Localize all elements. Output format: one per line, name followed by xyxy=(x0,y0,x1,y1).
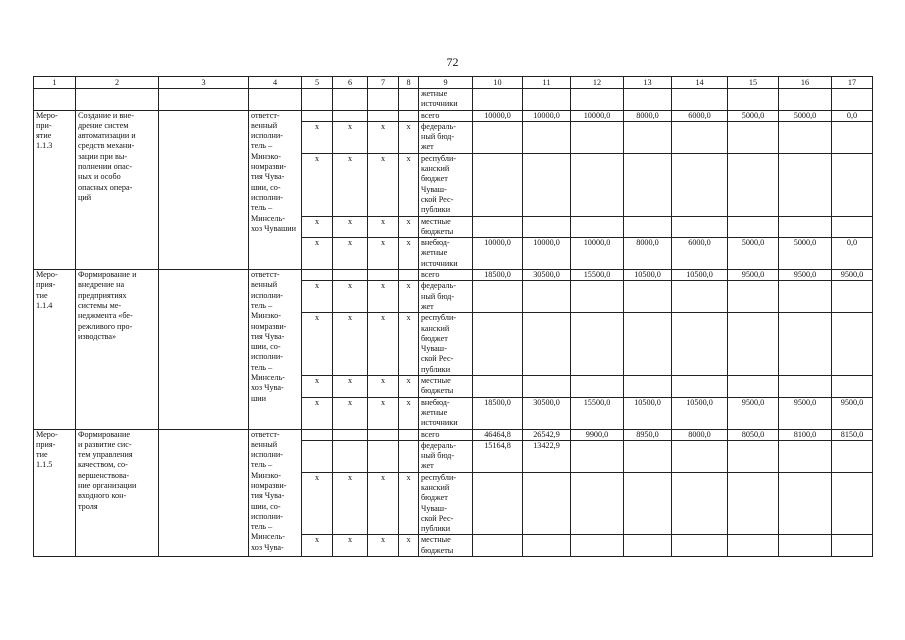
value-cell xyxy=(779,153,832,216)
value-cell: 9500,0 xyxy=(728,270,779,281)
source-cell: республи- канский бюджет Чуваш- ской Рес- публики xyxy=(419,313,473,376)
value-cell: 30500,0 xyxy=(523,270,571,281)
column-number: 5 xyxy=(302,77,333,89)
code-mark-cell: x xyxy=(302,238,333,270)
value-cell: 8000,0 xyxy=(624,110,672,121)
code-mark-cell: x xyxy=(368,535,399,557)
value-cell: 9900,0 xyxy=(571,429,624,440)
value-cell: 9500,0 xyxy=(832,397,873,429)
value-cell xyxy=(728,281,779,313)
value-cell xyxy=(779,440,832,472)
code-mark-cell: x xyxy=(302,153,333,216)
value-cell xyxy=(728,313,779,376)
empty-cell xyxy=(728,89,779,111)
code-mark-cell: x xyxy=(302,121,333,153)
value-cell xyxy=(779,216,832,238)
value-cell xyxy=(728,216,779,238)
code-mark-cell xyxy=(333,440,368,472)
value-cell xyxy=(779,535,832,557)
empty-cell xyxy=(624,89,672,111)
value-cell xyxy=(672,313,728,376)
value-cell xyxy=(779,313,832,376)
code-mark-cell: x xyxy=(333,238,368,270)
value-cell: 8150,0 xyxy=(832,429,873,440)
column-number: 13 xyxy=(624,77,672,89)
value-cell xyxy=(672,472,728,535)
value-cell xyxy=(523,281,571,313)
value-cell: 15500,0 xyxy=(571,270,624,281)
code-mark-cell: x xyxy=(399,397,419,429)
value-cell: 9500,0 xyxy=(728,397,779,429)
value-cell xyxy=(728,153,779,216)
column-number: 15 xyxy=(728,77,779,89)
value-cell xyxy=(832,472,873,535)
value-cell: 5000,0 xyxy=(779,238,832,270)
column-number: 2 xyxy=(76,77,159,89)
code-mark-cell xyxy=(302,270,333,281)
column-number: 8 xyxy=(399,77,419,89)
value-cell xyxy=(624,440,672,472)
value-cell xyxy=(728,440,779,472)
value-cell xyxy=(672,376,728,398)
value-cell: 30500,0 xyxy=(523,397,571,429)
column-number-row xyxy=(34,77,873,89)
code-mark-cell: x xyxy=(399,121,419,153)
value-cell: 26542,9 xyxy=(523,429,571,440)
value-cell xyxy=(832,121,873,153)
code-mark-cell xyxy=(333,110,368,121)
empty-cell xyxy=(368,89,399,111)
code-mark-cell: x xyxy=(333,121,368,153)
value-cell xyxy=(624,376,672,398)
value-cell xyxy=(672,121,728,153)
table-row xyxy=(34,110,873,121)
column-number: 12 xyxy=(571,77,624,89)
value-cell: 10000,0 xyxy=(571,110,624,121)
activity-code: Меро- прия- тие 1.1.4 xyxy=(34,270,76,429)
value-cell xyxy=(473,216,523,238)
empty-cell xyxy=(159,429,249,557)
value-cell xyxy=(473,313,523,376)
activity-name: Создание и вне- дрение систем автоматизации и средств механи- зации при вы- полнении опас- ных и особо опасных опера- ций xyxy=(76,110,159,269)
column-number: 14 xyxy=(672,77,728,89)
code-mark-cell xyxy=(399,429,419,440)
executor-cell: ответст- венный исполни- тель – Минэко- номразви- тия Чува- шии, со- исполни- тель – Минсель- хоз Чува- xyxy=(249,429,302,557)
value-cell: 0,0 xyxy=(832,110,873,121)
empty-cell xyxy=(399,89,419,111)
code-mark-cell: x xyxy=(333,216,368,238)
value-cell: 5000,0 xyxy=(779,110,832,121)
value-cell xyxy=(624,121,672,153)
value-cell xyxy=(624,472,672,535)
value-cell: 10000,0 xyxy=(523,238,571,270)
code-mark-cell: x xyxy=(302,397,333,429)
value-cell: 10000,0 xyxy=(473,110,523,121)
empty-cell xyxy=(523,89,571,111)
code-mark-cell: x xyxy=(302,376,333,398)
code-mark-cell: x xyxy=(399,216,419,238)
source-cell: всего xyxy=(419,429,473,440)
value-cell xyxy=(779,472,832,535)
value-cell xyxy=(624,535,672,557)
column-number: 4 xyxy=(249,77,302,89)
value-cell: 10500,0 xyxy=(624,397,672,429)
value-cell xyxy=(779,281,832,313)
value-cell xyxy=(523,313,571,376)
empty-cell xyxy=(34,89,76,111)
value-cell xyxy=(832,216,873,238)
empty-cell xyxy=(832,89,873,111)
value-cell: 5000,0 xyxy=(728,110,779,121)
code-mark-cell: x xyxy=(399,376,419,398)
code-mark-cell xyxy=(368,270,399,281)
value-cell xyxy=(571,121,624,153)
empty-cell xyxy=(333,89,368,111)
value-cell: 15500,0 xyxy=(571,397,624,429)
value-cell xyxy=(832,153,873,216)
code-mark-cell xyxy=(368,110,399,121)
value-cell: 9500,0 xyxy=(779,270,832,281)
value-cell xyxy=(672,153,728,216)
code-mark-cell: x xyxy=(368,397,399,429)
code-mark-cell xyxy=(399,110,419,121)
value-cell xyxy=(832,376,873,398)
executor-cell: ответст- венный исполни- тель – Минэко- номразви- тия Чува- шии, со- исполни- тель – Минсель- хоз Чува- шии xyxy=(249,270,302,429)
value-cell xyxy=(523,121,571,153)
code-mark-cell: x xyxy=(399,238,419,270)
value-cell: 9500,0 xyxy=(832,270,873,281)
value-cell xyxy=(571,313,624,376)
code-mark-cell xyxy=(302,110,333,121)
value-cell xyxy=(832,535,873,557)
source-cell: внебюд- жетные источники xyxy=(419,238,473,270)
value-cell xyxy=(728,535,779,557)
value-cell xyxy=(523,376,571,398)
code-mark-cell xyxy=(368,440,399,472)
code-mark-cell: x xyxy=(333,376,368,398)
source-cell: всего xyxy=(419,270,473,281)
value-cell: 10000,0 xyxy=(523,110,571,121)
value-cell xyxy=(832,281,873,313)
empty-cell xyxy=(779,89,832,111)
value-cell: 10000,0 xyxy=(473,238,523,270)
value-cell: 8000,0 xyxy=(624,238,672,270)
carry-over-row xyxy=(34,89,873,111)
value-cell xyxy=(523,216,571,238)
activity-name: Формирование и развитие сис- тем управления качеством, со- вершенствова- ние организации входного кон- троля xyxy=(76,429,159,557)
table-row xyxy=(34,270,873,281)
code-mark-cell: x xyxy=(333,281,368,313)
activity-code: Меро- при- ятие 1.1.3 xyxy=(34,110,76,269)
activity-code: Меро- прия- тие 1.1.5 xyxy=(34,429,76,557)
value-cell xyxy=(832,313,873,376)
code-mark-cell: x xyxy=(302,281,333,313)
code-mark-cell xyxy=(399,270,419,281)
code-mark-cell xyxy=(399,440,419,472)
value-cell: 10000,0 xyxy=(571,238,624,270)
empty-cell xyxy=(473,89,523,111)
value-cell: 5000,0 xyxy=(728,238,779,270)
value-cell xyxy=(779,121,832,153)
value-cell: 8950,0 xyxy=(624,429,672,440)
page-number: 72 xyxy=(446,55,459,69)
value-cell xyxy=(473,376,523,398)
value-cell: 13422,9 xyxy=(523,440,571,472)
empty-cell xyxy=(76,89,159,111)
code-mark-cell: x xyxy=(333,535,368,557)
value-cell xyxy=(523,535,571,557)
source-cell: республи- канский бюджет Чуваш- ской Рес- публики xyxy=(419,472,473,535)
code-mark-cell xyxy=(302,429,333,440)
value-cell xyxy=(523,153,571,216)
activity-name: Формирование и внедрение на предприятиях системы ме- неджмента «бе- режливого про- изводства» xyxy=(76,270,159,429)
column-number: 3 xyxy=(159,77,249,89)
code-mark-cell: x xyxy=(399,153,419,216)
column-number: 1 xyxy=(34,77,76,89)
executor-cell: ответст- венный исполни- тель – Минэко- номразви- тия Чува- шии, со- исполни- тель – Минсель- хоз Чувашии xyxy=(249,110,302,269)
value-cell xyxy=(473,121,523,153)
value-cell xyxy=(473,535,523,557)
value-cell: 8050,0 xyxy=(728,429,779,440)
value-cell xyxy=(832,440,873,472)
source-cell: республи- канский бюджет Чуваш- ской Рес- публики xyxy=(419,153,473,216)
value-cell xyxy=(571,376,624,398)
value-cell xyxy=(571,535,624,557)
empty-cell xyxy=(302,89,333,111)
code-mark-cell: x xyxy=(368,281,399,313)
column-number: 9 xyxy=(419,77,473,89)
source-cell: всего xyxy=(419,110,473,121)
value-cell xyxy=(728,121,779,153)
value-cell xyxy=(672,535,728,557)
code-mark-cell: x xyxy=(368,216,399,238)
code-mark-cell xyxy=(333,429,368,440)
column-number: 17 xyxy=(832,77,873,89)
value-cell xyxy=(672,281,728,313)
source-cell: местные бюджеты xyxy=(419,376,473,398)
column-number: 7 xyxy=(368,77,399,89)
source-cell: жетные источники xyxy=(419,89,473,111)
empty-cell xyxy=(249,89,302,111)
code-mark-cell: x xyxy=(368,121,399,153)
value-cell: 6000,0 xyxy=(672,238,728,270)
value-cell xyxy=(473,281,523,313)
empty-cell xyxy=(159,110,249,269)
value-cell xyxy=(779,376,832,398)
value-cell: 46464,8 xyxy=(473,429,523,440)
code-mark-cell: x xyxy=(302,535,333,557)
value-cell xyxy=(571,440,624,472)
code-mark-cell: x xyxy=(302,216,333,238)
empty-cell xyxy=(159,270,249,429)
column-number: 10 xyxy=(473,77,523,89)
code-mark-cell: x xyxy=(333,153,368,216)
code-mark-cell xyxy=(302,440,333,472)
value-cell: 10500,0 xyxy=(672,397,728,429)
code-mark-cell: x xyxy=(333,472,368,535)
value-cell: 8100,0 xyxy=(779,429,832,440)
value-cell xyxy=(728,376,779,398)
value-cell: 9500,0 xyxy=(779,397,832,429)
code-mark-cell: x xyxy=(368,472,399,535)
code-mark-cell xyxy=(333,270,368,281)
code-mark-cell: x xyxy=(399,313,419,376)
value-cell: 0,0 xyxy=(832,238,873,270)
column-number: 16 xyxy=(779,77,832,89)
empty-cell xyxy=(672,89,728,111)
source-cell: местные бюджеты xyxy=(419,216,473,238)
value-cell xyxy=(473,153,523,216)
code-mark-cell: x xyxy=(302,472,333,535)
value-cell xyxy=(624,216,672,238)
code-mark-cell: x xyxy=(302,313,333,376)
source-cell: федераль- ный бюд- жет xyxy=(419,121,473,153)
value-cell: 10500,0 xyxy=(672,270,728,281)
code-mark-cell: x xyxy=(368,238,399,270)
source-cell: внебюд- жетные источники xyxy=(419,397,473,429)
value-cell xyxy=(672,440,728,472)
empty-cell xyxy=(571,89,624,111)
table-row xyxy=(34,429,873,440)
code-mark-cell: x xyxy=(368,153,399,216)
column-number: 6 xyxy=(333,77,368,89)
value-cell: 15164,8 xyxy=(473,440,523,472)
code-mark-cell: x xyxy=(399,281,419,313)
budget-table xyxy=(33,76,873,557)
value-cell xyxy=(571,216,624,238)
empty-cell xyxy=(159,89,249,111)
code-mark-cell: x xyxy=(368,313,399,376)
value-cell xyxy=(624,313,672,376)
value-cell xyxy=(523,472,571,535)
value-cell xyxy=(624,153,672,216)
value-cell: 8000,0 xyxy=(672,429,728,440)
value-cell: 18500,0 xyxy=(473,397,523,429)
value-cell: 18500,0 xyxy=(473,270,523,281)
value-cell xyxy=(672,216,728,238)
value-cell xyxy=(571,472,624,535)
code-mark-cell xyxy=(368,429,399,440)
code-mark-cell: x xyxy=(368,376,399,398)
value-cell xyxy=(473,472,523,535)
value-cell: 10500,0 xyxy=(624,270,672,281)
code-mark-cell: x xyxy=(399,472,419,535)
source-cell: местные бюджеты xyxy=(419,535,473,557)
code-mark-cell: x xyxy=(333,397,368,429)
value-cell xyxy=(571,153,624,216)
code-mark-cell: x xyxy=(333,313,368,376)
value-cell xyxy=(728,472,779,535)
value-cell xyxy=(571,281,624,313)
value-cell xyxy=(624,281,672,313)
code-mark-cell: x xyxy=(399,535,419,557)
column-number: 11 xyxy=(523,77,571,89)
source-cell: федераль- ный бюд- жет xyxy=(419,281,473,313)
value-cell: 6000,0 xyxy=(672,110,728,121)
source-cell: федераль- ный бюд- жет xyxy=(419,440,473,472)
